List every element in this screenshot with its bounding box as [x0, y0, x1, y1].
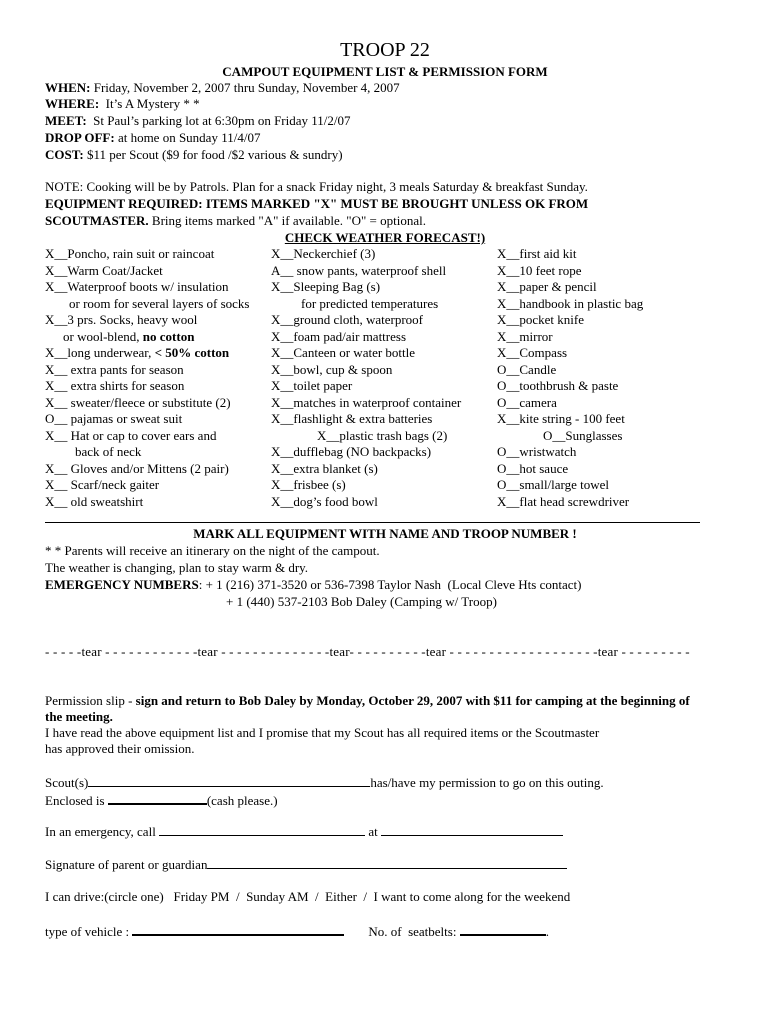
equipment-item-continued: or room for several layers of socks [69, 295, 250, 311]
equipment-item: X__ sweater/fleece or substitute (2) [45, 394, 231, 410]
equipment-item: X__extra blanket (s) [271, 460, 378, 476]
when-line [45, 80, 400, 96]
signature-label: Signature of parent or guardian [45, 857, 208, 872]
where-label: WHERE: [45, 96, 100, 111]
equipment-item: O__Sunglasses [543, 427, 623, 443]
marking-key: Bring items marked "A" if available. "O" = optional. [148, 213, 426, 228]
meet-value: St Paul’s parking lot at 6:30pm on Friday 11/2/07 [86, 113, 351, 128]
equipment-item: X__Compass [497, 345, 568, 360]
equipment-item: X__matches in waterproof container [271, 394, 462, 410]
cost-line [45, 147, 343, 163]
equipment-item: X__Poncho, rain suit or raincoat [45, 246, 215, 261]
at-label: at [365, 824, 381, 839]
acknowledgement-line-1: I have read the above equipment list and I promise that my Scout has all required items or the Scoutmaster [45, 725, 600, 740]
meet-line [45, 113, 351, 129]
where-value: It’s A Mystery * * [99, 96, 200, 111]
permission-slip-label: Permission slip - [45, 693, 136, 708]
permission-deadline-2: the meeting. [45, 709, 113, 724]
equipment-item: X__Neckerchief (3) [271, 246, 376, 261]
equipment-item: X__ extra shirts for season [45, 378, 185, 393]
seatbelts-label: No. of seatbelts: [368, 924, 460, 939]
enclosed-amount-field[interactable] [108, 791, 207, 805]
equipment-item: O__Candle [497, 361, 557, 377]
equipment-item-continued: back of neck [75, 444, 142, 459]
cost-label: COST: [45, 147, 84, 162]
signature-field[interactable] [207, 856, 567, 869]
equipment-item: O__toothbrush & paste [497, 378, 619, 393]
equipment-item: X__paper & pencil [497, 279, 597, 294]
long-underwear-text: X__long underwear, [45, 345, 155, 360]
equipment-item: O__camera [497, 394, 557, 410]
when-value: Friday, November 2, 2007 thru Sunday, November 4, 2007 [90, 80, 400, 95]
form-subtitle: CAMPOUT EQUIPMENT LIST & PERMISSION FORM [222, 64, 548, 79]
equipment-item: X__plastic trash bags (2) [317, 427, 448, 443]
equipment-column-2 [271, 246, 461, 510]
required-note-2 [45, 213, 426, 229]
equipment-item: O__ pajamas or sweat suit [45, 411, 183, 426]
equipment-item: X__Sleeping Bag (s) [271, 279, 381, 294]
tear-line: - - - - -tear - - - - - - - - - - - -tear - - - - - - - - - - - - - -tear- - - - - - - - - -tear - - - - - - - - - - - - - - - - - - -tear - - - - - - - - - [45, 644, 690, 659]
meet-label: MEET: [45, 113, 87, 128]
emergency-call-line [45, 823, 563, 840]
emergency-call-label: In an emergency, call [45, 824, 160, 839]
equipment-item: X__handbook in plastic bag [497, 295, 644, 311]
acknowledgement-line-2: has approved their omission. [45, 741, 195, 756]
equipment-column-1 [45, 246, 250, 510]
vehicle-type-field[interactable] [132, 922, 344, 936]
wool-blend-text: or wool-blend, [63, 328, 143, 344]
scouts-permission-text: has/have my permission to go on this outing. [370, 775, 604, 790]
equipment-item: X__foam pad/air mattress [271, 328, 407, 344]
drive-line [45, 889, 570, 905]
equipment-item: X__first aid kit [497, 246, 577, 261]
equipment-item: X__flashlight & extra batteries [271, 411, 433, 426]
mark-equipment-heading: MARK ALL EQUIPMENT WITH NAME AND TROOP NUMBER ! [193, 526, 577, 541]
equipment-item: X__flat head screwdriver [497, 493, 630, 509]
equipment-item: X__dog’s food bowl [271, 493, 378, 509]
itinerary-note: * * Parents will receive an itinerary on the night of the campout. [45, 543, 380, 558]
scouts-name-field[interactable] [88, 774, 370, 787]
equipment-item: X__ Gloves and/or Mittens (2 pair) [45, 460, 229, 476]
equipment-item: O__wristwatch [497, 444, 577, 459]
equipment-item: X__ old sweatshirt [45, 493, 144, 509]
equipment-item: X__ Hat or cap to cover ears and [45, 427, 217, 443]
vehicle-line [45, 922, 549, 940]
equipment-item: X__ground cloth, waterproof [271, 312, 423, 327]
check-weather-heading: CHECK WEATHER FORECAST!) [284, 230, 486, 245]
equipment-item: X__Canteen or water bottle [271, 345, 416, 360]
emergency-number-2: + 1 (440) 537-2103 Bob Daley (Camping w/ Troop) [226, 594, 497, 609]
emergency-label: EMERGENCY NUMBERS [45, 577, 199, 592]
scouts-line [45, 774, 604, 791]
equipment-item: O__hot sauce [497, 460, 569, 476]
where-line [45, 96, 200, 112]
cost-value: $11 per Scout ($9 for food /$2 various & sundry) [83, 147, 343, 162]
equipment-item: X__dufflebag (NO backpacks) [271, 444, 432, 459]
equipment-item: X__ Scarf/neck gaiter [45, 477, 160, 492]
permission-slip-line [45, 693, 690, 709]
equipment-item: X__10 feet rope [497, 262, 582, 278]
equipment-item-continued: for predicted temperatures [301, 295, 439, 311]
no-cotton-text: no cotton [142, 328, 195, 344]
equipment-item: X__frisbee (s) [271, 477, 346, 492]
signature-line [45, 856, 567, 873]
scouts-label: Scout(s) [45, 775, 89, 790]
cooking-note: NOTE: Cooking will be by Patrols. Plan for a snack Friday night, 3 meals Saturday & breakfast Sunday. [45, 179, 588, 194]
enclosed-suffix: (cash please.) [206, 793, 278, 808]
equipment-item: O__small/large towel [497, 477, 610, 492]
page-title: TROOP 22 [340, 39, 430, 61]
equipment-item: X__Warm Coat/Jacket [45, 262, 163, 278]
enclosed-line [45, 791, 278, 809]
drive-options[interactable]: Friday PM / Sunday AM / Either / I want to come along for the weekend [163, 889, 571, 904]
scoutmaster-label: SCOUTMASTER. [45, 213, 149, 228]
equipment-item-continued [45, 329, 250, 346]
required-note: EQUIPMENT REQUIRED: ITEMS MARKED "X" MUST BE BROUGHT UNLESS OK FROM [45, 196, 589, 211]
dropoff-line [45, 130, 260, 146]
equipment-item: X__pocket knife [497, 312, 585, 327]
equipment-item [45, 345, 250, 362]
equipment-item: A__ snow pants, waterproof shell [271, 262, 447, 278]
equipment-item: X__kite string - 100 feet [497, 411, 625, 426]
dropoff-label: DROP OFF: [45, 130, 115, 145]
equipment-item: X__bowl, cup & spoon [271, 361, 393, 377]
when-label: WHEN: [45, 80, 91, 95]
weather-note: The weather is changing, plan to stay warm & dry. [45, 560, 309, 575]
emergency-phone-field[interactable] [381, 823, 563, 836]
section-divider [45, 522, 700, 523]
seatbelts-field[interactable] [460, 922, 546, 936]
emergency-line [45, 577, 581, 593]
equipment-column-3 [497, 246, 643, 510]
equipment-item: X__toilet paper [271, 378, 353, 393]
seatbelts-period: . [545, 924, 549, 939]
equipment-item: X__ extra pants for season [45, 361, 184, 377]
emergency-number-1: : + 1 (216) 371-3520 or 536-7398 Taylor Nash (Local Cleve Hts contact) [198, 577, 582, 592]
dropoff-value: at home on Sunday 11/4/07 [114, 130, 261, 145]
enclosed-label: Enclosed is [45, 793, 108, 808]
permission-deadline: sign and return to Bob Daley by Monday, October 29, 2007 with $11 for camping at the beginning of [135, 693, 690, 708]
drive-label: I can drive:(circle one) [45, 889, 164, 904]
cotton-limit-text: < 50% cotton [154, 345, 230, 360]
equipment-item: X__3 prs. Socks, heavy wool [45, 312, 198, 327]
equipment-item: X__mirror [497, 328, 553, 344]
vehicle-label: type of vehicle : [45, 924, 133, 939]
equipment-item: X__Waterproof boots w/ insulation [45, 279, 229, 294]
emergency-contact-field[interactable] [159, 823, 365, 836]
